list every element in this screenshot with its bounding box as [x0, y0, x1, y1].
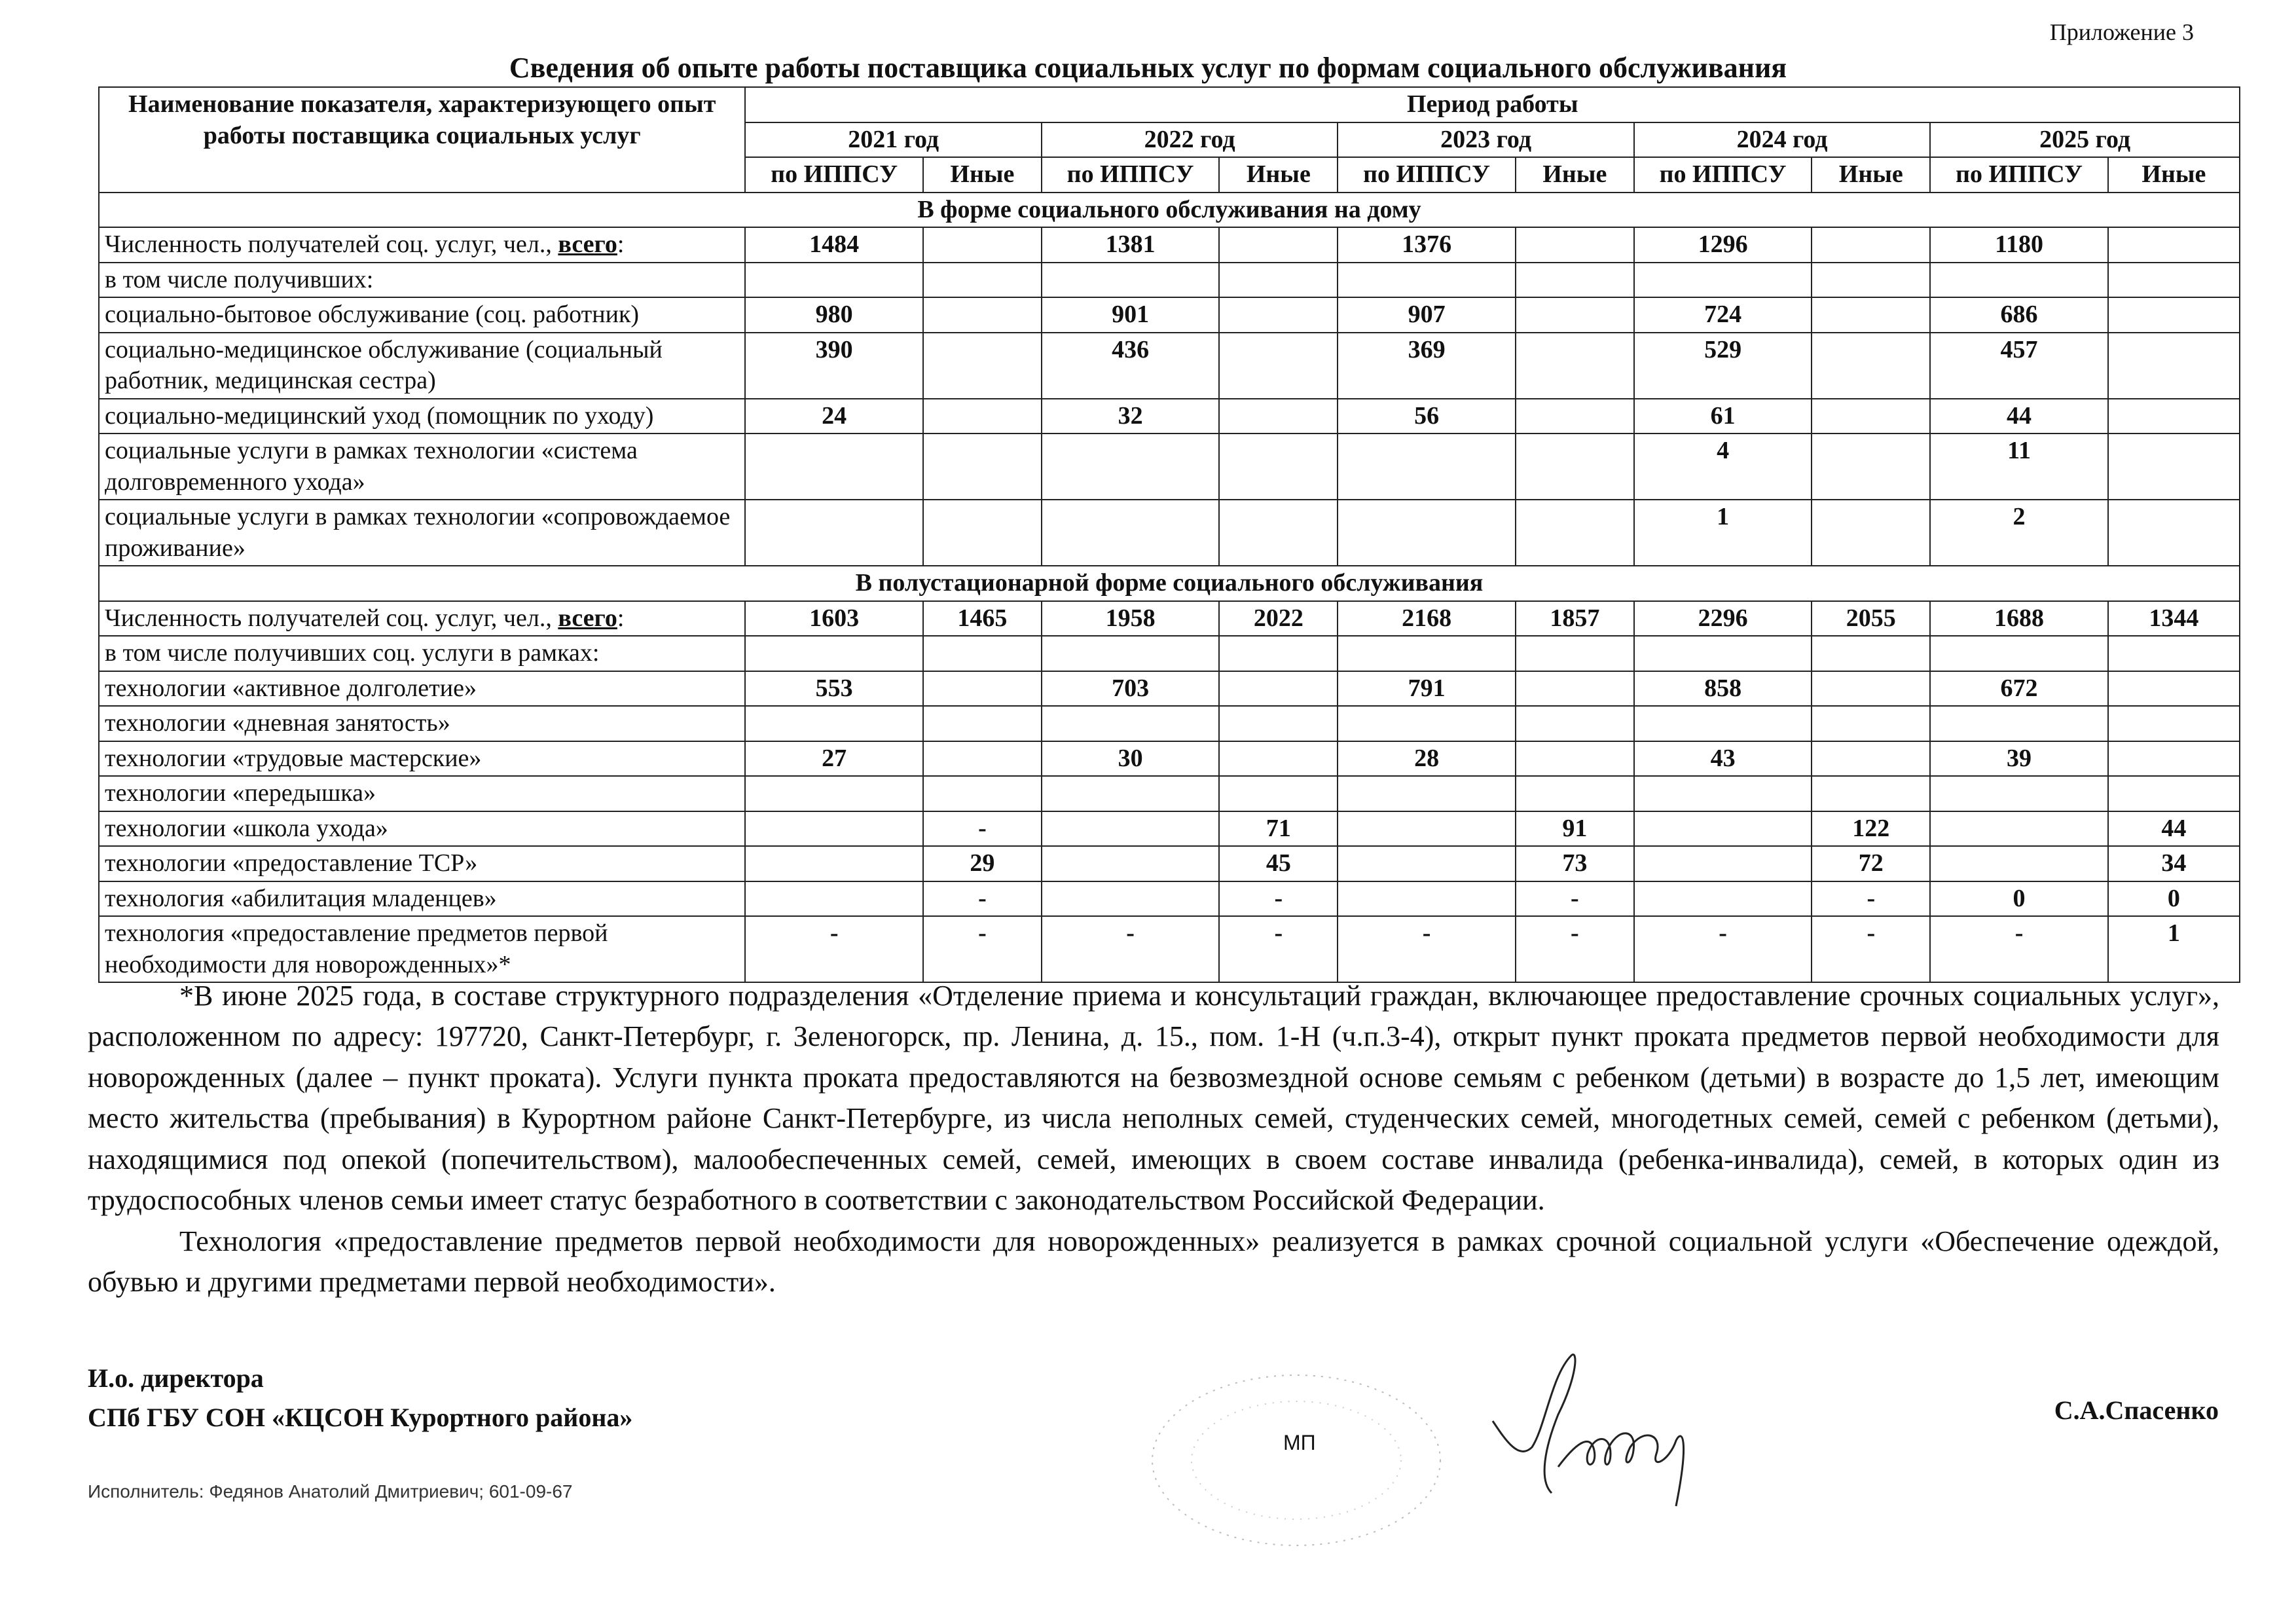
experience-table	[98, 86, 2240, 983]
table-cell	[1042, 811, 1219, 847]
document-title: Сведения об опыте работы поставщика социальных услуг по формам социального обслуживания	[509, 52, 1787, 84]
table-cell: 0	[2108, 881, 2240, 917]
table-cell: 1381	[1042, 227, 1219, 263]
table-cell: 1344	[2108, 601, 2240, 637]
table-cell	[1634, 776, 1812, 811]
table-cell	[745, 846, 922, 881]
row-label: технологии «активное долголетие»	[99, 671, 745, 707]
subheader-other: Иные	[2108, 157, 2240, 193]
table-cell: -	[1042, 916, 1219, 982]
table-cell	[745, 500, 922, 566]
table-cell	[2108, 434, 2240, 500]
table-cell	[1930, 776, 2107, 811]
table-cell	[1338, 776, 1515, 811]
table-cell	[1930, 706, 2107, 741]
subheader-ippsu: по ИППСУ	[1930, 157, 2107, 193]
year-header: 2021 год	[745, 122, 1041, 158]
table-cell	[1634, 846, 1812, 881]
table-cell: 1	[1634, 500, 1812, 566]
table-cell	[1812, 297, 1930, 333]
table-cell	[1516, 227, 1634, 263]
table-row	[99, 263, 2240, 298]
table-cell: 11	[1930, 434, 2107, 500]
table-cell: 686	[1930, 297, 2107, 333]
subheader-ippsu: по ИППСУ	[745, 157, 922, 193]
year-header: 2022 год	[1042, 122, 1338, 158]
table-cell: 32	[1042, 399, 1219, 434]
table-cell	[2108, 297, 2240, 333]
table-cell	[1516, 333, 1634, 399]
table-cell	[1219, 776, 1338, 811]
table-cell	[923, 741, 1042, 777]
table-cell: -	[923, 916, 1042, 982]
table-cell	[1812, 434, 1930, 500]
table-cell: -	[1812, 916, 1930, 982]
table-cell: 1857	[1516, 601, 1634, 637]
table-cell	[923, 776, 1042, 811]
table-cell	[2108, 263, 2240, 298]
row-label: технология «абилитация младенцев»	[99, 881, 745, 917]
table-cell	[1812, 741, 1930, 777]
subheader-other: Иные	[1812, 157, 1930, 193]
table-cell: 44	[2108, 811, 2240, 847]
table-cell: 390	[745, 333, 922, 399]
table-cell: 791	[1338, 671, 1515, 707]
table-row	[99, 297, 2240, 333]
footnote-paragraph-2: Технология «предоставление предметов первой необходимости для новорожденных» реализуется в рамках срочной социальной услуги «Обеспечение одеждой, обувью и другими предметами первой необходимости».	[88, 1225, 2219, 1299]
table-cell: 2296	[1634, 601, 1812, 637]
table-cell: 2022	[1219, 601, 1338, 637]
table-cell: 39	[1930, 741, 2107, 777]
table-cell: 61	[1634, 399, 1812, 434]
table-cell	[2108, 706, 2240, 741]
table-cell	[1812, 500, 1930, 566]
subheader-ippsu: по ИППСУ	[1338, 157, 1515, 193]
signatory-position	[88, 1359, 632, 1437]
row-label: технологии «трудовые мастерские»	[99, 741, 745, 777]
table-row	[99, 881, 2240, 917]
subheader-other: Иные	[923, 157, 1042, 193]
row-label: технологии «передышка»	[99, 776, 745, 811]
table-cell	[923, 671, 1042, 707]
table-cell: 2055	[1812, 601, 1930, 637]
table-row	[99, 846, 2240, 881]
table-cell: 0	[1930, 881, 2107, 917]
table-cell: -	[1930, 916, 2107, 982]
table-cell: -	[923, 881, 1042, 917]
table-cell	[2108, 671, 2240, 707]
table-row	[99, 916, 2240, 982]
table-cell: -	[1219, 916, 1338, 982]
position-line-1: И.о. директора	[88, 1363, 264, 1393]
table-cell	[1042, 846, 1219, 881]
table-cell	[2108, 776, 2240, 811]
table-cell	[1634, 636, 1812, 671]
table-cell	[1219, 434, 1338, 500]
subheader-other: Иные	[1219, 157, 1338, 193]
table-row	[99, 227, 2240, 263]
table-cell	[923, 263, 1042, 298]
table-cell	[1516, 297, 1634, 333]
footnote-paragraph-1: *В июне 2025 года, в составе структурного подразделения «Отделение приема и консультаций граждан, включающее предоставление срочных социальных услуг», расположенном по адресу: 197720, Санкт-Петербург, г. Зеленогорск, пр. Ленина, д. 15., пом. 1-Н (ч.п.3-4), открыт пункт проката предметов первой необходимости для новорожденных (далее – пункт проката). Услуги пункта проката предоставляются на безвозмездной основе семьям с ребенком (детьми) в возрасте до 1,5 лет, имеющим место жительства (пребывания) в Курортном районе Санкт-Петербурге, из числа неполных семей, студенческих семей, многодетных семей, семей с ребенком (детьми), находящимися под опекой (попечительством), малообеспеченных семей, семей, имеющих в своем составе инвалида (ребенка-инвалида), семей, в которых один из трудоспособных членов семьи имеет статус безработного в соответствии с законодательством Российской Федерации.	[88, 980, 2219, 1217]
table-cell	[1812, 671, 1930, 707]
table-cell: 1484	[745, 227, 922, 263]
table-cell	[1812, 399, 1930, 434]
table-cell	[2108, 227, 2240, 263]
table-cell	[1812, 227, 1930, 263]
table-cell	[923, 434, 1042, 500]
table-cell	[1219, 500, 1338, 566]
table-cell: 1296	[1634, 227, 1812, 263]
table-cell: 24	[745, 399, 922, 434]
table-cell	[1516, 399, 1634, 434]
table-cell	[2108, 500, 2240, 566]
table-cell	[1338, 811, 1515, 847]
table-cell	[1338, 706, 1515, 741]
table-cell: 672	[1930, 671, 2107, 707]
table-cell: 529	[1634, 333, 1812, 399]
table-cell	[745, 263, 922, 298]
subheader-other: Иные	[1516, 157, 1634, 193]
table-cell: 91	[1516, 811, 1634, 847]
table-cell	[1338, 434, 1515, 500]
table-row	[99, 333, 2240, 399]
table-row	[99, 811, 2240, 847]
row-label: в том числе получивших соц. услуги в рамках:	[99, 636, 745, 671]
table-cell	[923, 333, 1042, 399]
table-cell	[1219, 333, 1338, 399]
table-cell	[1219, 671, 1338, 707]
row-label: социальные услуги в рамках технологии «сопровождаемое проживание»	[99, 500, 745, 566]
table-cell	[2108, 399, 2240, 434]
indicator-header: Наименование показателя, характеризующего опыт работы поставщика социальных услуг	[99, 87, 745, 193]
table-cell	[1516, 671, 1634, 707]
table-cell	[923, 227, 1042, 263]
table-cell: 73	[1516, 846, 1634, 881]
row-label: технология «предоставление предметов первой необходимости для новорожденных»*	[99, 916, 745, 982]
table-cell	[1812, 263, 1930, 298]
section-row	[99, 193, 2240, 228]
table-cell	[923, 636, 1042, 671]
table-cell	[1042, 706, 1219, 741]
table-cell	[923, 297, 1042, 333]
table-cell	[1338, 500, 1515, 566]
table-cell	[1338, 846, 1515, 881]
executor-line: Исполнитель: Федянов Анатолий Дмитриевич; 601-09-67	[88, 1481, 573, 1502]
table-cell: -	[1516, 881, 1634, 917]
table-cell: 1958	[1042, 601, 1219, 637]
table-cell	[1219, 297, 1338, 333]
table-cell	[1042, 500, 1219, 566]
table-cell: 45	[1219, 846, 1338, 881]
footnote	[88, 976, 2219, 1303]
table-cell	[745, 776, 922, 811]
table-row	[99, 706, 2240, 741]
period-header: Период работы	[745, 87, 2240, 122]
row-label: Численность получателей соц. услуг, чел., всего:	[99, 601, 745, 637]
table-cell: 29	[923, 846, 1042, 881]
subheader-ippsu: по ИППСУ	[1042, 157, 1219, 193]
table-cell	[1930, 263, 2107, 298]
table-cell: 980	[745, 297, 922, 333]
table-cell: -	[923, 811, 1042, 847]
table-cell	[1219, 227, 1338, 263]
table-cell: 1	[2108, 916, 2240, 982]
table-cell	[1634, 811, 1812, 847]
row-label: социальные услуги в рамках технологии «система долговременного ухода»	[99, 434, 745, 500]
table-row	[99, 776, 2240, 811]
table-cell: 858	[1634, 671, 1812, 707]
table-cell: 457	[1930, 333, 2107, 399]
table-cell: -	[1634, 916, 1812, 982]
row-label: технологии «школа ухода»	[99, 811, 745, 847]
table-cell: 436	[1042, 333, 1219, 399]
table-cell	[1930, 846, 2107, 881]
table-cell	[1516, 263, 1634, 298]
table-cell: 28	[1338, 741, 1515, 777]
table-cell: -	[1812, 881, 1930, 917]
table-row	[99, 636, 2240, 671]
table-cell	[1516, 706, 1634, 741]
table-cell	[1042, 263, 1219, 298]
year-header: 2024 год	[1634, 122, 1930, 158]
table-cell	[1812, 776, 1930, 811]
year-header: 2023 год	[1338, 122, 1633, 158]
table-cell: 907	[1338, 297, 1515, 333]
table-cell	[1516, 434, 1634, 500]
table-cell	[923, 399, 1042, 434]
table-row	[99, 399, 2240, 434]
table-cell: -	[1219, 881, 1338, 917]
table-cell	[1042, 881, 1219, 917]
table-cell: 1180	[1930, 227, 2107, 263]
appendix-label: Приложение 3	[2049, 19, 2194, 45]
table-cell: 901	[1042, 297, 1219, 333]
table-cell: 72	[1812, 846, 1930, 881]
table-cell	[2108, 333, 2240, 399]
table-cell	[1338, 636, 1515, 671]
table-cell: 2168	[1338, 601, 1515, 637]
table-cell	[1219, 399, 1338, 434]
table-cell	[1219, 263, 1338, 298]
table-cell	[745, 706, 922, 741]
table-cell	[2108, 741, 2240, 777]
table-cell	[1042, 776, 1219, 811]
table-cell	[1930, 811, 2107, 847]
row-label: социально-медицинское обслуживание (социальный работник, медицинская сестра)	[99, 333, 745, 399]
table-cell: 1376	[1338, 227, 1515, 263]
seal-place-label: МП	[1283, 1431, 1316, 1454]
table-cell	[1930, 636, 2107, 671]
table-row	[99, 741, 2240, 777]
table-cell: 703	[1042, 671, 1219, 707]
table-cell: 1465	[923, 601, 1042, 637]
table-cell	[1338, 881, 1515, 917]
table-cell	[1338, 263, 1515, 298]
table-cell: 122	[1812, 811, 1930, 847]
table-cell	[1634, 263, 1812, 298]
table-cell: 724	[1634, 297, 1812, 333]
table-cell: 1603	[745, 601, 922, 637]
table-cell: 4	[1634, 434, 1812, 500]
table-cell	[1219, 741, 1338, 777]
table-cell: -	[1338, 916, 1515, 982]
table-cell	[1219, 636, 1338, 671]
table-cell: 369	[1338, 333, 1515, 399]
table-cell	[923, 500, 1042, 566]
table-cell: -	[1516, 916, 1634, 982]
table-cell: 2	[1930, 500, 2107, 566]
table-cell	[1516, 776, 1634, 811]
table-cell: 44	[1930, 399, 2107, 434]
table-cell: 1688	[1930, 601, 2107, 637]
table-cell	[2108, 636, 2240, 671]
table-row	[99, 601, 2240, 637]
table-cell: 56	[1338, 399, 1515, 434]
section-row	[99, 566, 2240, 601]
year-header: 2025 год	[1930, 122, 2240, 158]
position-line-2: СПб ГБУ СОН «КЦСОН Курортного района»	[88, 1403, 633, 1432]
table-cell	[923, 706, 1042, 741]
table-cell: 43	[1634, 741, 1812, 777]
table-cell	[1516, 500, 1634, 566]
section-title: В форме социального обслуживания на дому	[99, 193, 2240, 228]
row-label: социально-бытовое обслуживание (соц. работник)	[99, 297, 745, 333]
table-cell: 71	[1219, 811, 1338, 847]
table-row	[99, 500, 2240, 566]
table-cell	[1042, 636, 1219, 671]
table-cell	[1042, 434, 1219, 500]
section-title: В полустационарной форме социального обслуживания	[99, 566, 2240, 601]
subheader-ippsu: по ИППСУ	[1634, 157, 1812, 193]
table-cell: 27	[745, 741, 922, 777]
row-label: в том числе получивших:	[99, 263, 745, 298]
table-cell	[1516, 741, 1634, 777]
row-label: Численность получателей соц. услуг, чел., всего:	[99, 227, 745, 263]
row-label: технологии «предоставление ТСР»	[99, 846, 745, 881]
table-cell	[1812, 636, 1930, 671]
table-cell	[1634, 881, 1812, 917]
table-row	[99, 671, 2240, 707]
table-cell	[745, 811, 922, 847]
row-label: технологии «дневная занятость»	[99, 706, 745, 741]
table-cell	[1219, 706, 1338, 741]
table-cell: 30	[1042, 741, 1219, 777]
table-cell	[745, 636, 922, 671]
table-cell	[1516, 636, 1634, 671]
table-cell	[745, 434, 922, 500]
table-cell	[1812, 333, 1930, 399]
table-cell	[1634, 706, 1812, 741]
table-cell: -	[745, 916, 922, 982]
handwritten-signature	[1480, 1336, 1741, 1519]
table-row	[99, 434, 2240, 500]
row-label: социально-медицинский уход (помощник по уходу)	[99, 399, 745, 434]
table-cell: 34	[2108, 846, 2240, 881]
table-cell	[1812, 706, 1930, 741]
signatory-name: С.А.Спасенко	[2054, 1395, 2219, 1425]
table-cell	[745, 881, 922, 917]
faded-stamp	[1139, 1362, 1453, 1559]
table-cell: 553	[745, 671, 922, 707]
